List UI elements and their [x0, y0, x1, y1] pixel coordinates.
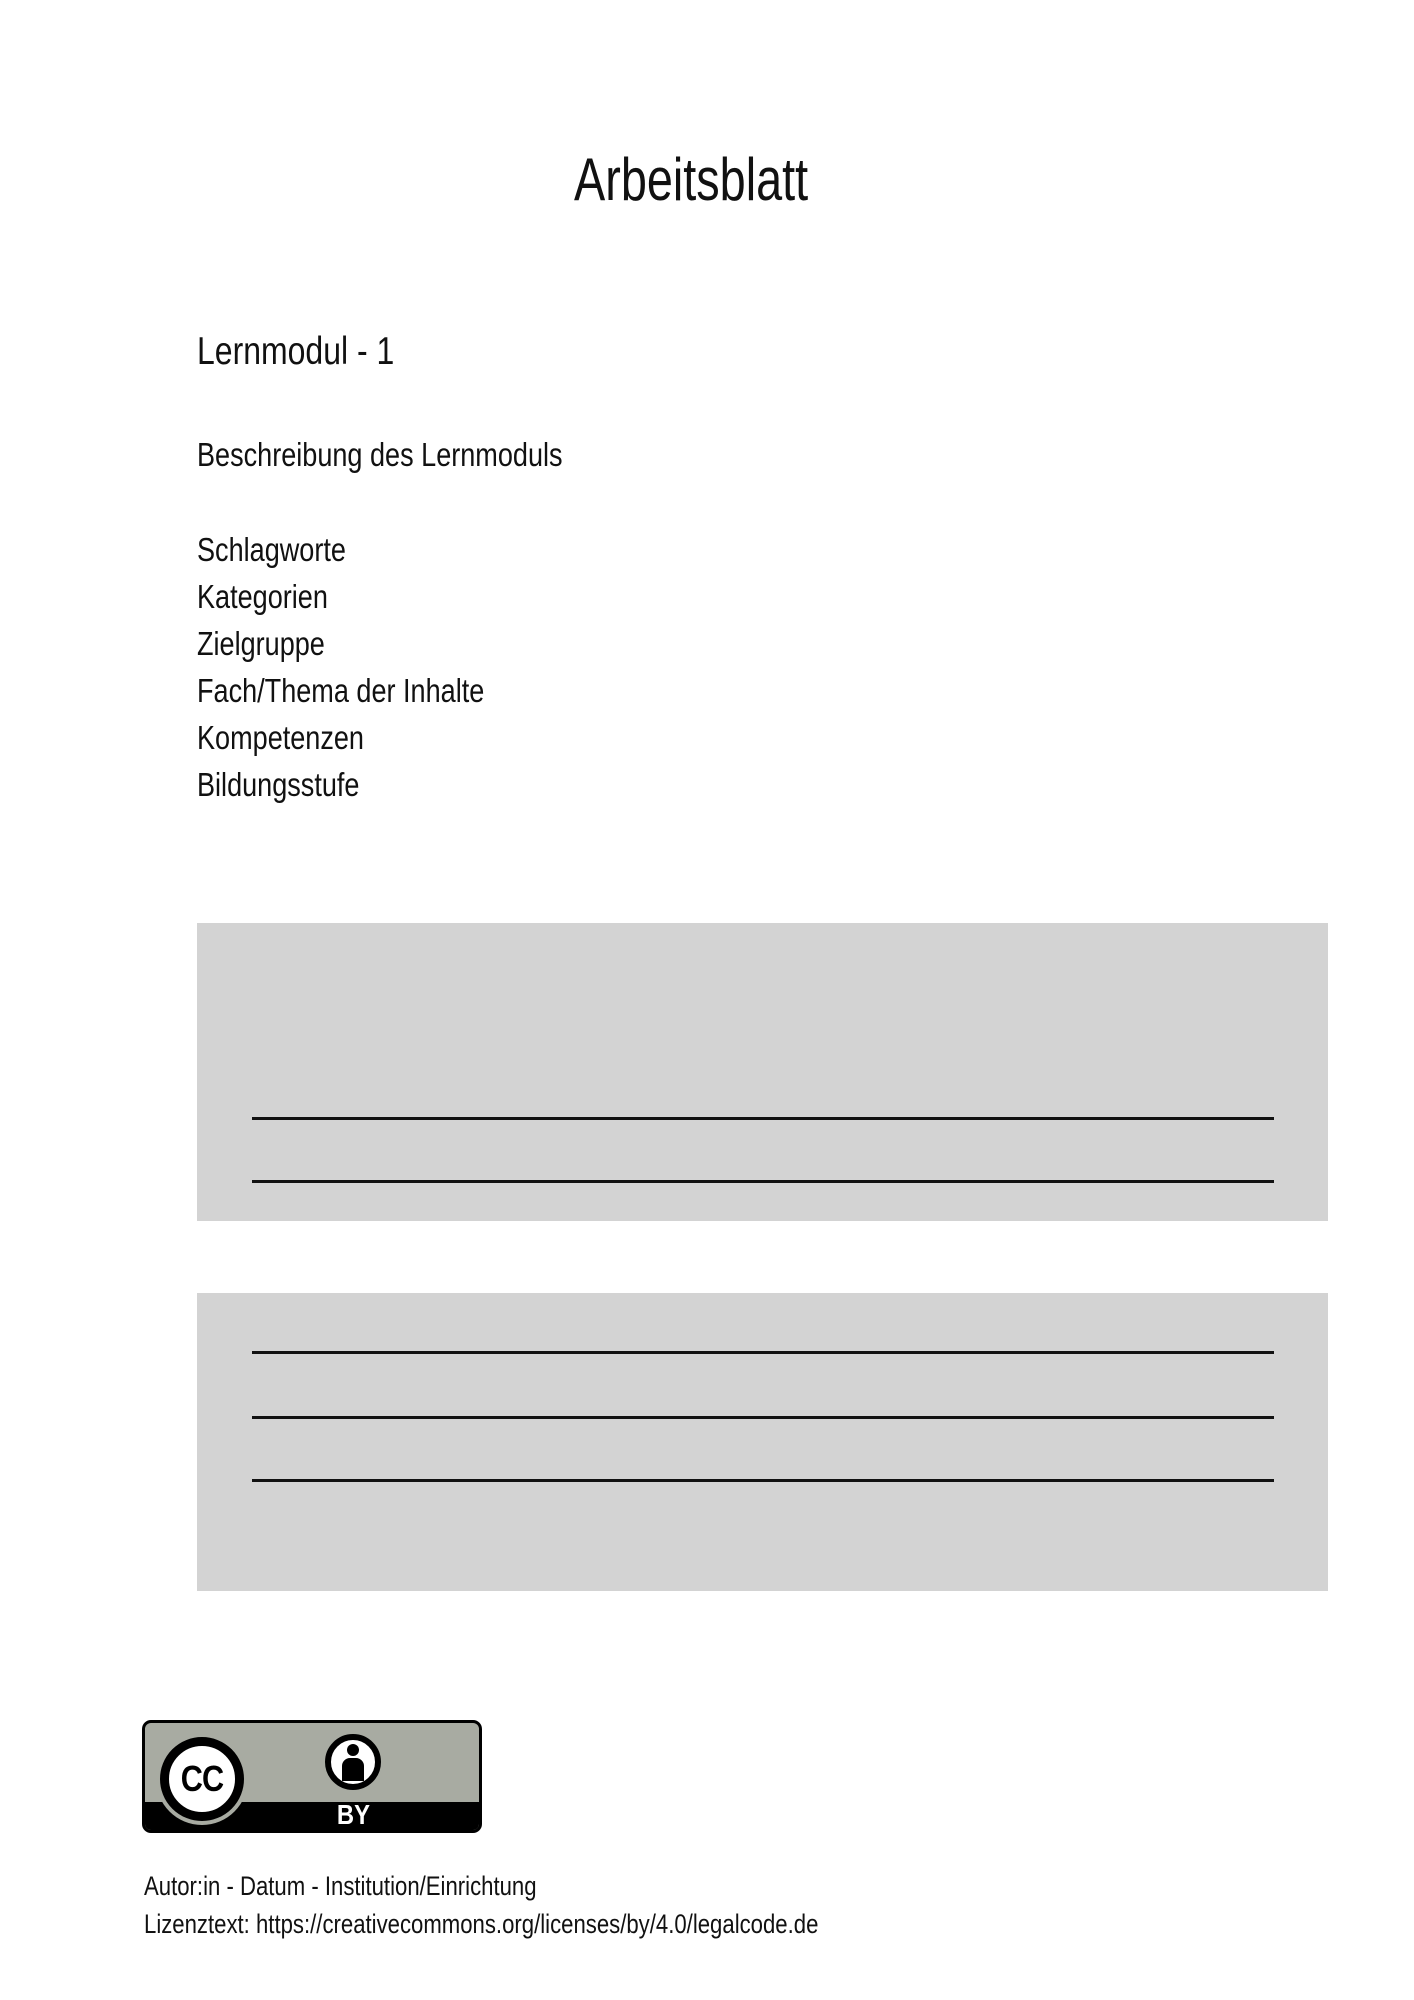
ruled-line [252, 1416, 1274, 1419]
attribution-person-icon [325, 1734, 381, 1790]
license-text-line: Lizenztext: https://creativecommons.org/licenses/by/4.0/legalcode.de [144, 1909, 819, 1939]
metadata-item-schlagworte: Schlagworte [197, 531, 346, 568]
metadata-item-kategorien: Kategorien [197, 578, 328, 615]
cc-logo-label: CC [180, 1758, 224, 1799]
metadata-item-fach-thema: Fach/Thema der Inhalte [197, 672, 485, 709]
author-line: Autor:in - Datum - Institution/Einrichtung [144, 1871, 537, 1901]
person-body [342, 1758, 364, 1781]
person-head [347, 1744, 359, 1756]
description-label: Beschreibung des Lernmoduls [197, 436, 563, 473]
cc-by-license-badge [142, 1720, 482, 1833]
metadata-item-zielgruppe: Zielgruppe [197, 625, 325, 662]
ruled-line [252, 1479, 1274, 1482]
ruled-line [252, 1351, 1274, 1354]
page-title-text: Arbeitsblatt [573, 146, 809, 213]
module-heading: Lernmodul - 1 [197, 330, 395, 373]
ruled-line [252, 1117, 1274, 1120]
ruled-line [252, 1180, 1274, 1183]
metadata-item-bildungsstufe: Bildungsstufe [197, 766, 360, 803]
page-title [0, 146, 1398, 213]
by-label: BY [336, 1799, 370, 1830]
writing-area-2[interactable] [197, 1293, 1328, 1591]
cc-logo-icon [160, 1737, 244, 1821]
metadata-list [197, 526, 547, 808]
writing-area-1[interactable] [197, 923, 1328, 1221]
metadata-item-kompetenzen: Kompetenzen [197, 719, 364, 756]
